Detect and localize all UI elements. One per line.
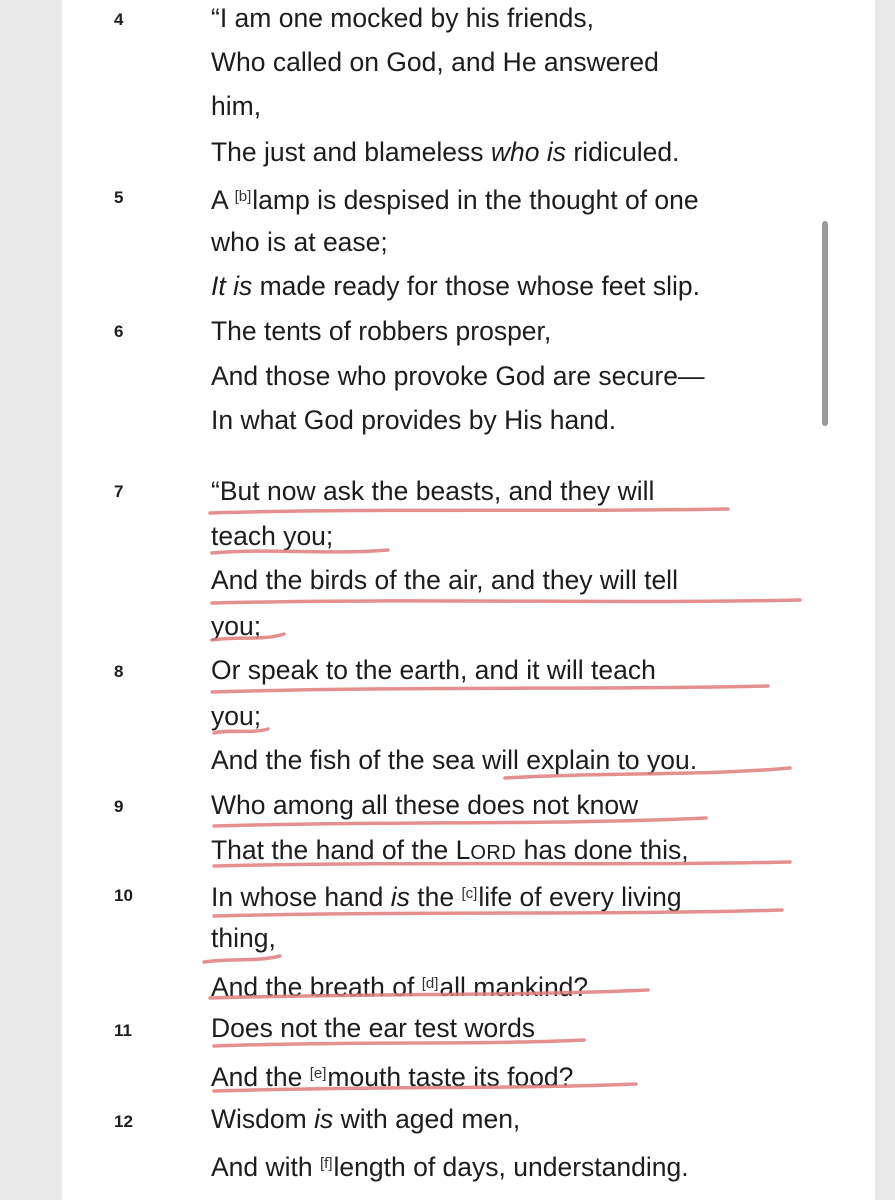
footnote-c-link[interactable]: [c] — [461, 885, 478, 902]
scrollbar-thumb[interactable] — [822, 221, 828, 426]
verse-11-line-2: And the [e]mouth taste its food? — [211, 1062, 574, 1092]
verse-8-line-3: And the fish of the sea will explain to you. — [211, 745, 698, 775]
verse-number-6: 6 — [114, 322, 124, 341]
verse-9-line-2: That the hand of the LORD has done this, — [211, 835, 689, 865]
verse-number-8: 8 — [114, 662, 124, 681]
verse-7-line-2: teach you; — [211, 521, 334, 551]
verse-4-line-2: Who called on God, and He answered — [211, 47, 659, 77]
footnote-d-link[interactable]: [d] — [421, 975, 439, 992]
verse-5-line-1: A [b]lamp is despised in the thought of one — [211, 185, 699, 215]
verse-8-line-2: you; — [211, 701, 262, 731]
verse-12-line-1: Wisdom is with aged men, — [211, 1104, 521, 1134]
verse-4-line-4: The just and blameless who is ridiculed. — [211, 137, 680, 167]
verse-number-12: 12 — [114, 1112, 133, 1131]
verse-6-line-2: And those who provoke God are secure— — [211, 361, 705, 391]
verse-4-line-3: him, — [211, 91, 262, 121]
verse-number-10: 10 — [114, 886, 133, 905]
verse-number-7: 7 — [114, 482, 124, 501]
verse-11-line-1: Does not the ear test words — [211, 1013, 536, 1043]
verse-12-line-2: And with [f]length of days, understanding. — [211, 1152, 689, 1182]
verse-6-line-1: The tents of robbers prosper, — [211, 316, 552, 346]
verse-7-line-1: “But now ask the beasts, and they will — [211, 476, 655, 506]
footnote-b-link[interactable]: [b] — [234, 188, 252, 205]
verse-10-line-2: thing, — [211, 923, 276, 953]
verse-9-line-1: Who among all these does not know — [211, 790, 639, 820]
verse-number-9: 9 — [114, 797, 124, 816]
verse-7-line-3: And the birds of the air, and they will tell — [211, 565, 678, 595]
verse-number-11: 11 — [114, 1021, 132, 1040]
verse-7-line-4: you; — [211, 611, 262, 641]
verse-number-4: 4 — [114, 10, 124, 29]
verse-5-line-3: It is made ready for those whose feet slip. — [211, 271, 701, 301]
verse-6-line-3: In what God provides by His hand. — [211, 405, 617, 435]
footnote-f-link[interactable]: [f] — [320, 1155, 333, 1172]
verse-8-line-1: Or speak to the earth, and it will teach — [211, 655, 656, 685]
footnote-e-link[interactable]: [e] — [309, 1065, 327, 1082]
verse-5-line-2: who is at ease; — [211, 227, 388, 257]
verse-10-line-1: In whose hand is the [c]life of every living — [211, 882, 682, 912]
verse-4-line-1: “I am one mocked by his friends, — [211, 3, 594, 33]
verse-number-5: 5 — [114, 188, 124, 207]
verse-10-line-3: And the breath of [d]all mankind? — [211, 972, 589, 1002]
